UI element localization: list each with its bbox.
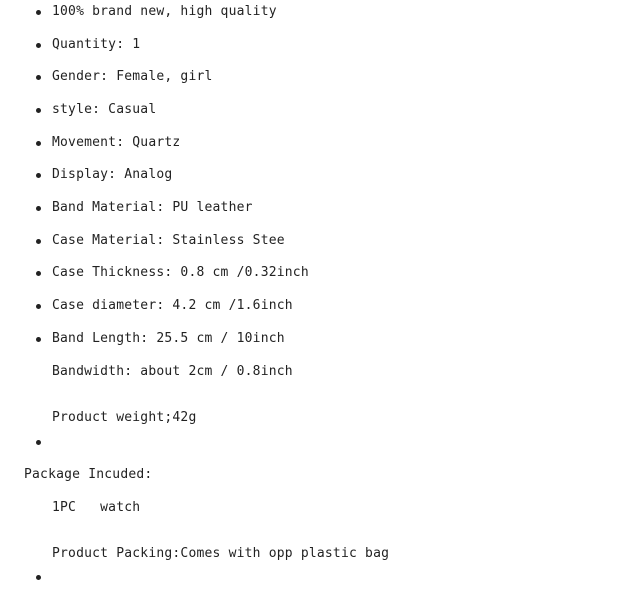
spec-item-band-length: Band Length: 25.5 cm / 10inch xyxy=(52,331,285,346)
spec-item-movement: Movement: Quartz xyxy=(52,135,181,150)
spec-weight: Product weight;42g xyxy=(52,410,197,425)
list-bullet xyxy=(36,108,41,113)
package-heading: Package Incuded: xyxy=(24,467,153,482)
list-bullet xyxy=(36,141,41,146)
list-bullet-empty xyxy=(36,575,41,580)
spec-item-band-material: Band Material: PU leather xyxy=(52,200,253,215)
spec-item-case-thickness: Case Thickness: 0.8 cm /0.32inch xyxy=(52,265,309,280)
spec-item-style: style: Casual xyxy=(52,102,157,117)
list-bullet xyxy=(36,10,41,15)
spec-item-display: Display: Analog xyxy=(52,167,173,182)
list-bullet xyxy=(36,239,41,244)
spec-item-case-diameter: Case diameter: 4.2 cm /1.6inch xyxy=(52,298,293,313)
package-packing: Product Packing:Comes with opp plastic bag xyxy=(52,546,390,561)
list-bullet xyxy=(36,75,41,80)
spec-item-gender: Gender: Female, girl xyxy=(52,69,213,84)
list-bullet-empty xyxy=(36,440,41,445)
package-item: 1PC watch xyxy=(52,500,141,515)
spec-item-case-material: Case Material: Stainless Stee xyxy=(52,233,285,248)
list-bullet xyxy=(36,43,41,48)
list-bullet xyxy=(36,206,41,211)
list-bullet xyxy=(36,304,41,309)
spec-bandwidth: Bandwidth: about 2cm / 0.8inch xyxy=(52,364,293,379)
list-bullet xyxy=(36,173,41,178)
list-bullet xyxy=(36,271,41,276)
spec-item-quantity: Quantity: 1 xyxy=(52,37,141,52)
list-bullet xyxy=(36,337,41,342)
spec-item-quality: 100% brand new, high quality xyxy=(52,4,277,19)
